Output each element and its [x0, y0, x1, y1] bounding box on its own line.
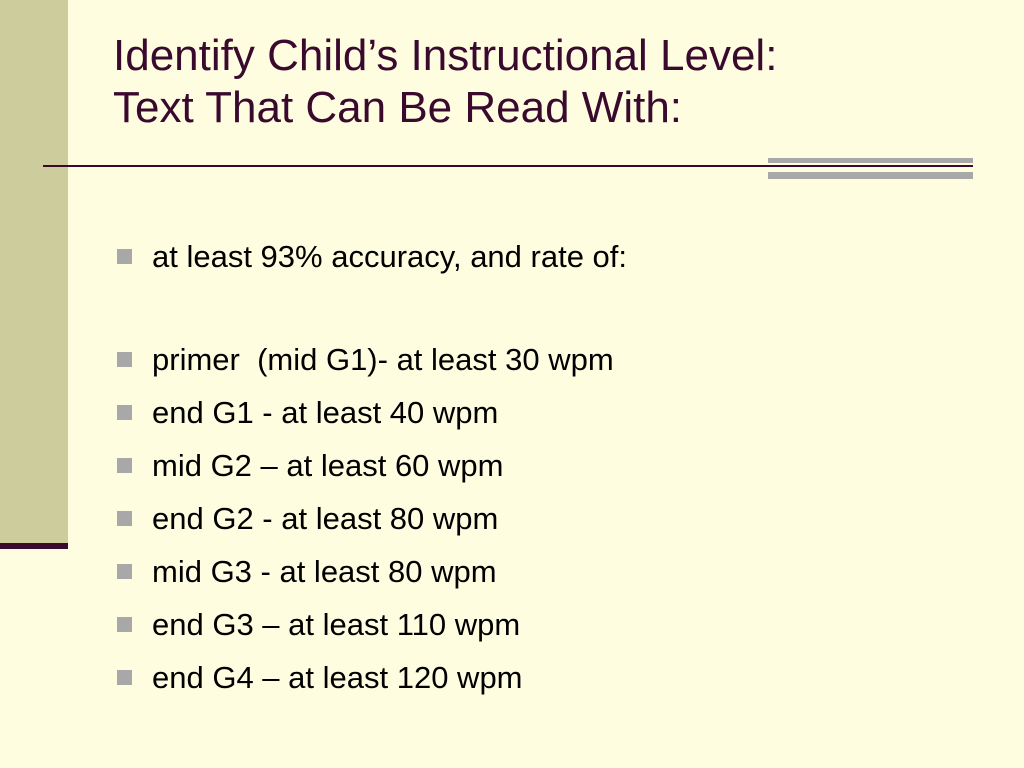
square-bullet-icon — [117, 405, 132, 420]
bullet-item-end-g1 — [117, 386, 627, 439]
bullet-text: end G2 - at least 80 wpm — [152, 500, 499, 536]
bullet-text: mid G2 – at least 60 wpm — [152, 447, 504, 483]
divider-accent-bar-bottom — [768, 172, 973, 179]
bullet-item-mid-g3 — [117, 545, 627, 598]
slide-title — [113, 30, 993, 134]
bullet-item-end-g3 — [117, 598, 627, 651]
bullet-item-accuracy — [117, 230, 627, 283]
square-bullet-icon — [117, 511, 132, 526]
left-accent-bar — [0, 543, 68, 549]
square-bullet-icon — [117, 564, 132, 579]
divider-accent-bar-top — [768, 158, 973, 163]
square-bullet-icon — [117, 249, 132, 264]
bullet-text: mid G3 - at least 80 wpm — [152, 553, 497, 589]
title-divider — [43, 165, 973, 167]
bullet-text: primer (mid G1)- at least 30 wpm — [152, 341, 614, 377]
bullet-item-end-g2 — [117, 492, 627, 545]
bullet-text: at least 93% accuracy, and rate of: — [152, 238, 628, 274]
bullet-item-primer — [117, 333, 627, 386]
title-line-1: Identify Child’s Instructional Level: — [113, 31, 778, 80]
square-bullet-icon — [117, 670, 132, 685]
bullet-item-end-g4 — [117, 651, 627, 704]
bullet-text: end G4 – at least 120 wpm — [152, 659, 523, 695]
bullet-item-mid-g2 — [117, 439, 627, 492]
bullet-text: end G1 - at least 40 wpm — [152, 394, 499, 430]
left-decorative-band — [0, 0, 68, 543]
title-line-2: Text That Can Be Read With: — [113, 83, 683, 132]
square-bullet-icon — [117, 352, 132, 367]
bullet-list — [117, 230, 627, 704]
bullet-text: end G3 – at least 110 wpm — [152, 606, 521, 642]
square-bullet-icon — [117, 617, 132, 632]
square-bullet-icon — [117, 458, 132, 473]
